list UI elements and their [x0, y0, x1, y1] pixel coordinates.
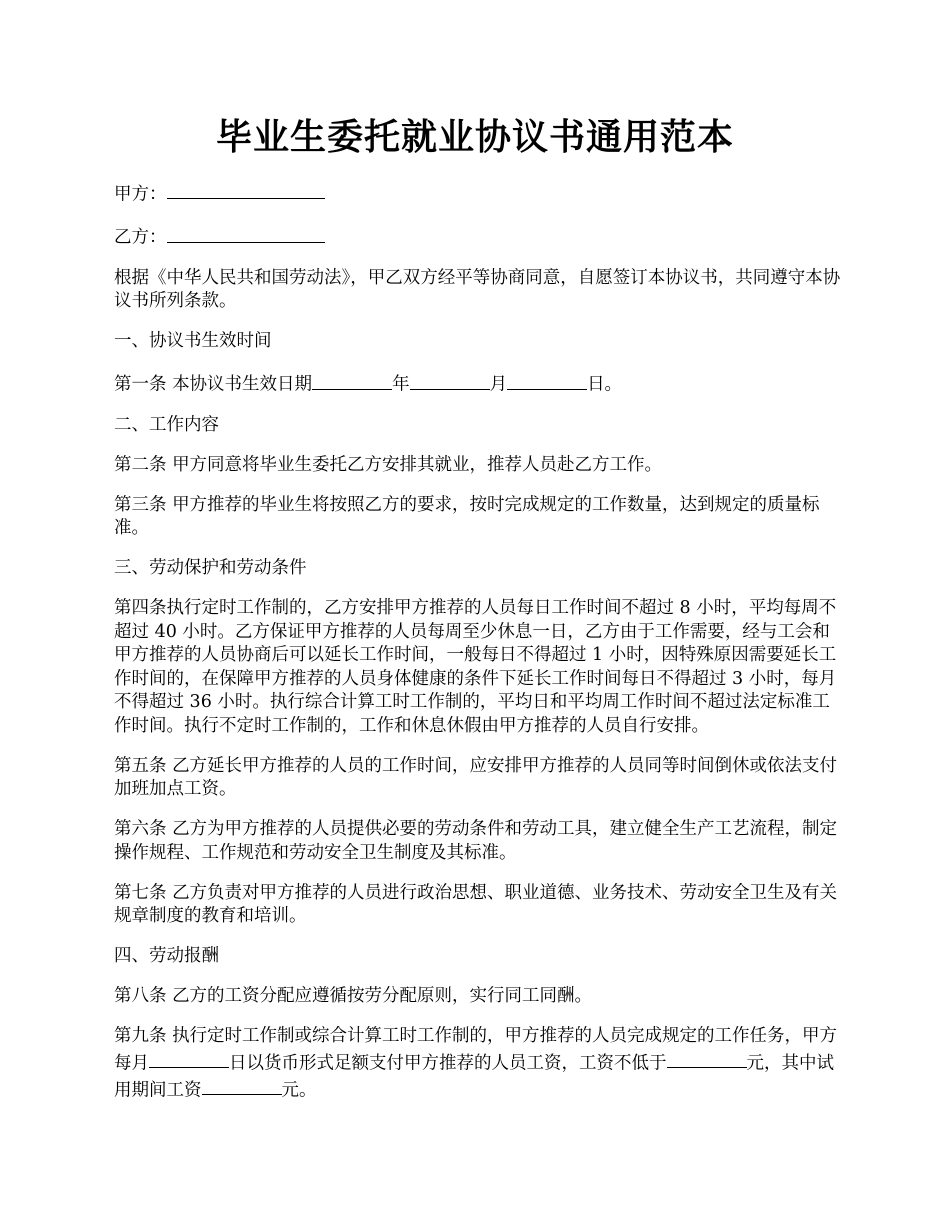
section-heading-4: 四、劳动报酬: [114, 946, 219, 967]
party-a-label: 甲方：: [114, 184, 167, 205]
party-b-label: 乙方：: [114, 227, 167, 248]
article-6: 第六条 乙方为甲方推荐的人员提供必要的劳动条件和劳动工具，建立健全生产工艺流程，制定操作规程、工作规范和劳动安全卫生制度及其标准。: [114, 819, 838, 863]
month-blank: [410, 370, 490, 389]
party-b-line: [114, 223, 844, 250]
article-9-part2: 日以货币形式足额支付甲方推荐的人员工资，工资不低于: [229, 1053, 667, 1073]
year-label: 年: [392, 374, 410, 395]
day-blank: [507, 370, 587, 389]
article-1: [114, 370, 844, 397]
intro-paragraph: 根据《中华人民共和国劳动法》，甲乙双方经平等协商同意，自愿签订本协议书，共同遵守本协议书所列条款。: [114, 267, 841, 312]
party-a-line: [114, 180, 844, 207]
min-wage-blank: [667, 1049, 747, 1068]
party-a-blank: [167, 180, 325, 199]
section-heading-3: 三、劳动保护和劳动条件: [114, 558, 307, 579]
section-heading-1: 一、协议书生效时间: [114, 331, 272, 352]
month-label: 月: [489, 374, 508, 395]
article-9-part3: 元，其中试用期间工资: [114, 1053, 834, 1100]
party-b-blank: [167, 223, 325, 242]
article-9: [114, 1025, 844, 1102]
article-1-prefix: 第一条 本协议书生效日期: [114, 374, 313, 395]
document-body: [114, 180, 844, 1119]
probation-wage-blank: [202, 1076, 282, 1095]
article-2: 第二条 甲方同意将毕业生委托乙方安排其就业，推荐人员赴乙方工作。: [114, 454, 663, 475]
article-7: 第七条 乙方负责对甲方推荐的人员进行政治思想、职业道德、业务技术、劳动安全卫生及有关规章制度的教育和培训。: [114, 882, 838, 927]
year-blank: [312, 370, 392, 389]
article-3: 第三条 甲方推荐的毕业生将按照乙方的要求，按时完成规定的工作数量，达到规定的质量标准。: [114, 494, 820, 539]
document-title: 毕业生委托就业协议书通用范本: [215, 116, 734, 158]
article-9-part4: 元。: [281, 1079, 317, 1100]
section-heading-2: 二、工作内容: [114, 414, 219, 435]
pay-day-blank: [149, 1049, 229, 1068]
article-8: 第八条 乙方的工资分配应遵循按劳分配原则，实行同工同酬。: [114, 986, 593, 1007]
article-5: 第五条 乙方延长甲方推荐的人员的工作时间，应安排甲方推荐的人员同等时间倒休或依法支付加班加点工资。: [114, 755, 838, 800]
article-4: 第四条执行定时工作制的，乙方安排甲方推荐的人员每日工作时间不超过 8 小时，平均每周不超过 40 小时。乙方保证甲方推荐的人员每周至少休息一日，乙方由于工作需要，经与工会和甲方推荐的人员协商后可以延长工作时间，一般每日不得超过 1 小时，因特殊原因需要延长工作时间的，在保障甲方推荐的人员身体健康的条件下延长工作时间每日不得超过 3 小时，每月不得超过 36 小时。执行综合计算工时工作制的，平均日和平均周工作时间不超过法定标准工作时间。执行不定时工作制的，工作和休息休假由甲方推荐的人员自行安排。: [114, 598, 837, 736]
article-9-part1: 第九条 执行定时工作制或综合计算工时工作制的，甲方推荐的人员完成规定的工作任务，甲方每月: [114, 1026, 838, 1073]
day-label: 日。: [587, 374, 623, 395]
